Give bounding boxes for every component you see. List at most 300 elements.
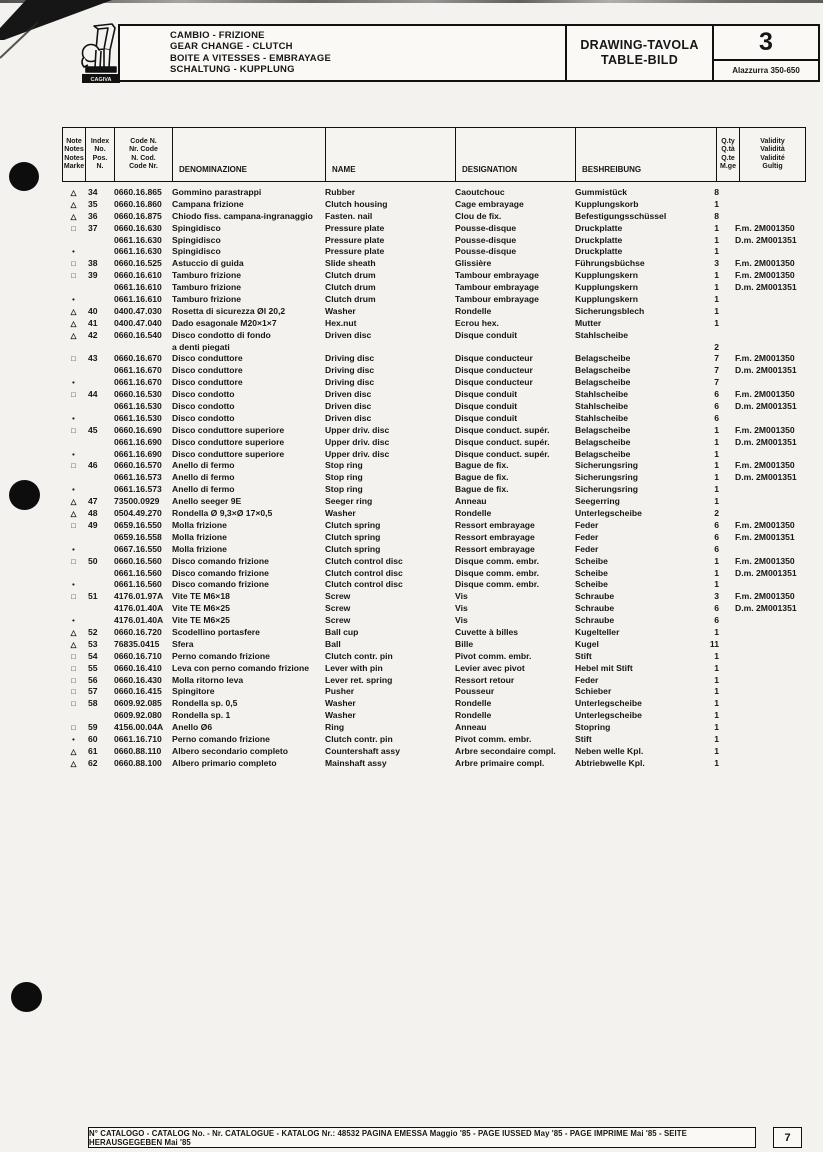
cell-qty: 8 [714,210,719,221]
cell-idx [85,342,114,354]
cell-name: Driving disc [325,353,375,364]
cell-name: Clutch spring [325,543,381,554]
cell-val [719,722,735,734]
cell-idx: 56 [88,674,98,685]
cell-qty: 2 [714,508,719,519]
cell-den: Molla frizione [172,519,227,530]
cell-des: Ecrou hex. [455,317,499,328]
cell-name: Clutch drum [325,282,376,293]
cell-val [719,211,735,223]
cell-idx: 57 [88,686,98,697]
cell-val: D.m. 2M001351 [735,401,797,412]
cell-bes: Sicherungsblech [575,305,645,316]
cell-den: Vite TE M6×25 [172,603,230,614]
cell-idx: 34 [88,187,98,197]
cell-name: Stop ring [325,460,363,471]
cell-name: Seeger ring [325,496,373,507]
cell-des: Arbre primaire compl. [455,757,545,768]
cell-qty: 1 [714,282,719,293]
cell-qty: 1 [714,317,719,328]
cell-idx: 51 [88,591,98,602]
cell-note: • [72,247,75,257]
table-row [62,675,806,687]
cell-bes: Scheibe [575,567,608,578]
cell-des: Disque conducteur [455,365,533,376]
cell-code: 73500.0929 [114,496,160,507]
cell-des: Pousse-disque [455,222,517,233]
cell-den: a denti piegati [172,341,230,352]
cell-des: Disque conducteur [455,353,533,364]
cell-des: Pivot comm. embr. [455,650,532,661]
cell-idx: 42 [88,329,98,340]
cell-qty: 6 [714,615,719,626]
cell-bes: Feder [575,519,599,530]
cell-code: 0660.16.540 [114,329,162,340]
cell-name [325,342,455,354]
cell-note: △ [70,509,77,519]
cell-note: □ [71,520,76,530]
table-row [62,460,806,472]
cell-des: Bague de fix. [455,460,509,471]
cell-bes: Schieber [575,686,612,697]
cell-idx: 46 [88,460,98,471]
cell-name: Stop ring [325,484,363,495]
cell-val [719,746,735,758]
cell-qty: 1 [714,484,719,495]
cell-den: Astuccio di guida [172,258,244,269]
cell-name: Clutch contr. pin [325,733,393,744]
punch-hole-mark [9,162,39,191]
column-header-denominazione: DENOMINAZIONE [173,128,326,181]
cell-note: • [72,413,75,423]
table-row [62,484,806,496]
table-row [62,211,806,223]
cell-qty: 6 [714,401,719,412]
cell-bes: Sicherungsring [575,472,639,483]
cell-den: Disco condotto di fondo [172,329,271,340]
cell-name: Screw [325,615,351,626]
cell-val: F.m. 2M001351 [735,531,795,542]
title-it: CAMBIO - FRIZIONE [170,30,265,41]
column-header-name: NAME [326,128,456,181]
table-row [62,318,806,330]
cell-den: Disco conduttore [172,365,243,376]
cell-idx [85,282,114,294]
table-row [62,532,806,544]
cell-val [719,508,735,520]
cell-bes: Sicherungsring [575,460,639,471]
cell-den: Spingidisco [172,222,221,233]
cell-bes: Stopring [575,722,611,733]
cell-val [719,710,735,722]
cell-des: Tambour embrayage [455,294,539,305]
cell-note [62,472,85,484]
cell-bes: Feder [575,543,599,554]
cell-code: 4176.01.97A [114,591,164,602]
table-row [62,401,806,413]
cell-code: 0660.16.430 [114,674,162,685]
table-row [62,603,806,615]
cell-des: Vis [455,591,468,602]
cell-name: Clutch drum [325,294,376,305]
cell-code: 0660.16.560 [114,555,162,566]
cell-idx [85,449,114,461]
cell-des: Clou de fix. [455,210,502,221]
cell-val [719,663,735,675]
cell-bes [575,342,703,354]
cell-code: 0660.16.720 [114,626,162,637]
cell-code [114,342,172,354]
cell-bes: Kupplungskorb [575,198,639,209]
cell-name: Washer [325,305,356,316]
cell-bes: Scheibe [575,579,608,590]
title-en: GEAR CHANGE - CLUTCH [170,41,293,53]
table-row [62,425,806,437]
table-row [62,627,806,639]
cell-qty: 1 [714,710,719,721]
cell-idx: 53 [88,638,98,649]
cell-note: □ [71,592,76,602]
cell-qty: 1 [714,722,719,733]
table-number: 3 [714,26,818,61]
cell-bes: Stahlscheibe [575,412,629,423]
parts-table-body [62,187,806,770]
cell-code: 0609.92.080 [114,710,162,721]
cell-val [719,639,735,651]
cell-code: 0660.16.860 [114,198,162,209]
cell-idx: 37 [88,222,98,233]
cell-name: Washer [325,698,356,709]
cell-note: □ [71,687,76,697]
table-row [62,496,806,508]
cell-idx [85,603,114,615]
cell-val: D.m. 2M001351 [735,436,797,447]
cell-qty: 6 [714,389,719,400]
drawing-label-line2: TABLE-BILD [600,53,679,67]
cell-den: Anello Ø6 [172,722,213,733]
cell-bes: Seegerring [575,496,620,507]
cell-den: Tamburo frizione [172,270,242,281]
cell-name: Clutch spring [325,531,381,542]
cell-idx [85,437,114,449]
drawing-label [565,26,712,80]
cell-val: D.m. 2M001351 [735,567,797,578]
title-de: SCHALTUNG - KUPPLUNG [170,64,295,76]
cell-des: Caoutchouc [455,187,505,197]
cell-qty: 1 [714,733,719,744]
cell-qty: 1 [714,246,719,257]
table-row [62,651,806,663]
cell-des: Bille [455,638,474,649]
cell-val: F.m. 2M001350 [735,555,795,566]
cell-name: Ball [325,638,341,649]
cell-code: 0660.88.110 [114,745,162,756]
table-row [62,758,806,770]
cell-idx [85,710,114,722]
cell-qty: 1 [714,270,719,281]
cell-code: 0400.47.040 [114,317,162,328]
cell-code: 4176.01.40A [114,603,164,614]
title-fr: BOITE A VITESSES - EMBRAYAGE [170,52,331,64]
table-row [62,520,806,532]
cell-bes: Stift [575,650,592,661]
cell-qty: 7 [714,365,719,376]
footer-catalog-info: N° CATALOGO - CATALOG No. - Nr. CATALOGUE - KATALOG Nr.: 48532 PAGINA EMESSA Maggio '85 - PAGE IUSSED May '85 - PAGE IMPRIME Mai '85 - SEITE HERAUSGEGEBEN Mai '85 [88,1127,756,1148]
cell-idx: 48 [88,508,98,519]
cell-code: 0504.49.270 [114,508,162,519]
cell-den: Rondella sp. 0,5 [172,698,238,709]
cell-note: • [72,734,75,744]
cell-bes: Belagscheibe [575,424,631,435]
cell-note: □ [71,425,76,435]
cell-des: Anneau [455,722,487,733]
cell-idx [85,579,114,591]
cell-note [62,235,85,247]
cell-bes: Stahlscheibe [575,329,629,340]
cell-note: • [72,449,75,459]
cell-name: Upper driv. disc [325,448,390,459]
cell-bes: Kugel [575,638,599,649]
cell-den: Disco conduttore [172,377,243,388]
cell-bes: Neben welle Kpl. [575,745,644,756]
cell-note: • [72,485,75,495]
table-row [62,306,806,318]
cell-bes: Belagscheibe [575,448,631,459]
table-row [62,568,806,580]
cell-des: Pousse-disque [455,234,517,245]
column-header-note: Note Notes Notes Marke [63,128,86,181]
cell-val: F.m. 2M001350 [735,460,795,471]
cell-val [719,675,735,687]
cell-name: Driven disc [325,401,372,412]
cell-code: 0661.16.630 [114,246,162,257]
cell-name: Stop ring [325,472,363,483]
cell-des: Disque conduit [455,401,518,412]
parts-table-header [62,127,806,182]
cell-den: Campana frizione [172,198,244,209]
punch-hole-mark [9,480,40,510]
cell-den: Albero secondario completo [172,745,289,756]
cell-note: △ [70,627,77,637]
cell-des: Pousse-disque [455,246,517,257]
cell-den: Anello seeger 9E [172,496,242,507]
cell-val [719,246,735,258]
cell-code: 0661.16.710 [114,733,162,744]
cell-name: Lever with pin [325,662,383,673]
cell-val [719,734,735,746]
cell-val [719,306,735,318]
table-row [62,199,806,211]
cell-name: Countershaft assy [325,745,400,756]
cell-note [62,532,85,544]
cell-bes: Stahlscheibe [575,389,629,400]
cell-note: △ [70,746,77,756]
cell-qty: 1 [714,472,719,483]
cell-idx [85,544,114,556]
cell-val: F.m. 2M001350 [735,222,795,233]
cell-note: • [72,544,75,554]
cell-des: Disque conduit [455,389,518,400]
table-row [62,246,806,258]
cell-qty: 1 [714,757,719,768]
cell-val [719,187,735,199]
cell-den: Disco conduttore superiore [172,424,285,435]
model-name: Alazzurra 350-650 [732,66,800,75]
cell-code: 0660.16.865 [114,187,162,197]
cell-des: Ressort embrayage [455,531,535,542]
column-header-validity: Validity Validità Validité Gultig [760,137,785,170]
cell-code: 0661.16.630 [114,234,162,245]
table-row [62,270,806,282]
cell-name: Washer [325,508,356,519]
cell-qty: 1 [714,448,719,459]
cell-den: Anello di fermo [172,472,235,483]
cell-val [719,544,735,556]
cell-des: Disque conduct. supér. [455,448,550,459]
table-row [62,365,806,377]
cell-name: Rubber [325,187,356,197]
cell-den: Disco comando frizione [172,567,269,578]
cell-note: □ [71,556,76,566]
cell-des: Disque comm. embr. [455,567,540,578]
cell-idx: 58 [88,698,98,709]
cell-code: 0661.16.670 [114,377,162,388]
cell-bes: Schraube [575,615,615,626]
cell-qty: 1 [714,650,719,661]
table-row [62,353,806,365]
cell-note: □ [71,390,76,400]
cell-note: □ [71,259,76,269]
cell-bes: Unterlegscheibe [575,508,642,519]
drawing-label-line1: DRAWING-TAVOLA [580,38,699,52]
cell-note: □ [71,723,76,733]
cell-den: Spingidisco [172,246,221,257]
cell-note: △ [70,639,77,649]
cell-code: 76835.0415 [114,638,160,649]
cell-name: Mainshaft assy [325,757,387,768]
cell-qty: 1 [714,424,719,435]
cell-des: Disque conduit [455,412,518,423]
cell-code: 0661.16.530 [114,401,162,412]
cell-idx: 61 [88,745,98,756]
cell-qty: 1 [714,698,719,709]
cell-note: △ [70,211,77,221]
cell-val [719,377,735,389]
cell-idx: 38 [88,258,98,269]
cell-code: 0660.16.630 [114,222,162,233]
table-row [62,746,806,758]
cell-val [719,496,735,508]
cell-qty: 6 [714,519,719,530]
cell-den: Rondella Ø 9,3×Ø 17×0,5 [172,508,273,519]
cell-val [719,449,735,461]
cell-bes: Feder [575,531,599,542]
cell-val: D.m. 2M001351 [735,365,797,376]
cell-name: Pressure plate [325,234,385,245]
cell-den: Perno comando frizione [172,733,270,744]
cell-bes: Belagscheibe [575,436,631,447]
cell-name: Fasten. nail [325,210,373,221]
cell-qty: 1 [714,198,719,209]
cell-code: 0659.16.550 [114,519,162,530]
cell-name: Clutch housing [325,198,388,209]
cell-den: Anello di fermo [172,460,235,471]
cell-code: 4156.00.04A [114,722,164,733]
cell-idx: 62 [88,757,98,768]
cell-des: Vis [455,603,468,614]
cell-val [719,294,735,306]
cell-idx [85,235,114,247]
cell-code: 0660.16.690 [114,424,162,435]
cell-des: Bague de fix. [455,484,509,495]
table-row [62,413,806,425]
cell-val [719,199,735,211]
cell-idx [85,413,114,425]
cell-idx: 36 [88,210,98,221]
cell-val [719,342,735,354]
cell-den: Rondella sp. 1 [172,710,231,721]
cell-des: Disque conduct. supér. [455,436,550,447]
cell-qty: 1 [714,460,719,471]
cell-des: Pousseur [455,686,495,697]
cell-qty: 1 [714,662,719,673]
cell-bes: Druckplatte [575,222,623,233]
cell-idx: 55 [88,662,98,673]
cell-note [62,365,85,377]
cell-qty: 1 [714,234,719,245]
cell-name: Driven disc [325,329,372,340]
cell-note: • [72,580,75,590]
cell-code: 0660.88.100 [114,757,162,768]
cell-qty: 1 [714,436,719,447]
cell-den: Disco conduttore superiore [172,448,285,459]
column-header-beschreibung: BESHREIBUNG [576,128,717,181]
cell-code: 0667.16.550 [114,543,162,554]
cell-code: 0661.16.560 [114,567,162,578]
cell-code: 0660.16.670 [114,353,162,364]
cell-den: Gommino parastrappi [172,187,262,197]
cell-des: Disque comm. embr. [455,555,540,566]
cell-note: △ [70,306,77,316]
cell-idx: 41 [88,317,98,328]
cell-den: Disco comando frizione [172,579,269,590]
cell-bes: Führungsbüchse [575,258,645,269]
column-header-designation: DESIGNATION [456,128,576,181]
page-number: 7 [773,1127,802,1148]
cell-code: 0661.16.573 [114,472,162,483]
cell-name: Driven disc [325,412,372,423]
cell-qty: 1 [714,686,719,697]
cell-name: Driving disc [325,377,375,388]
cell-val [719,413,735,425]
cell-bes: Befestigungsschüssel [575,210,667,221]
table-row [62,235,806,247]
table-row [62,710,806,722]
cell-qty: 6 [714,543,719,554]
cell-idx: 40 [88,305,98,316]
cell-bes: Feder [575,674,599,685]
table-row [62,187,806,199]
cell-bes: Gummistück [575,187,628,197]
cell-bes: Kupplungskern [575,270,639,281]
cell-note [62,568,85,580]
cell-idx: 35 [88,198,98,209]
cell-idx [85,246,114,258]
cell-name: Clutch spring [325,519,381,530]
cell-bes: Druckplatte [575,246,623,257]
table-row [62,449,806,461]
column-header-index: Index No. Pos. N. [86,128,115,181]
